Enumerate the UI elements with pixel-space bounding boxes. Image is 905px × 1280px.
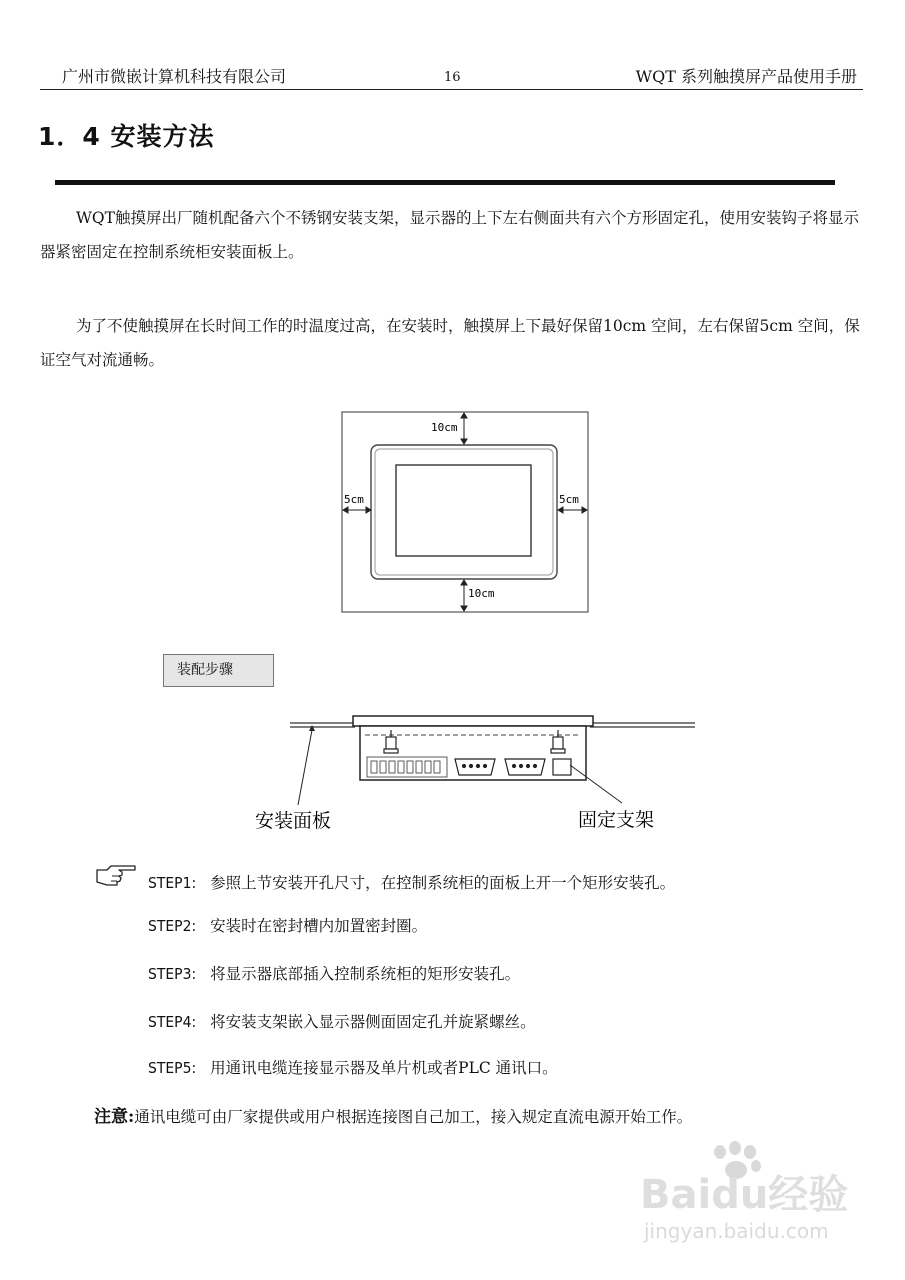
baidu-watermark-logo	[640, 1140, 870, 1245]
step-2	[148, 914, 427, 936]
pointing-hand-icon	[95, 862, 139, 888]
bracket-leader-line	[570, 765, 622, 803]
power-terminal	[553, 759, 571, 775]
serial-port-1	[455, 759, 495, 775]
assembly-diagram	[240, 685, 700, 845]
watermark-url: jingyan.baidu.com	[644, 1219, 829, 1243]
screen-flange	[353, 716, 593, 726]
top-clearance-label: 10cm	[431, 421, 458, 434]
terminal-block	[367, 757, 447, 777]
watermark-brand: Baidu经验	[640, 1172, 849, 1218]
serial-port-2	[505, 759, 545, 775]
header-manual-title: WQT 系列触摸屏产品使用手册	[635, 67, 857, 86]
step-text: 安装时在密封槽内加置密封圈。	[210, 917, 428, 935]
paragraph-clearance	[40, 309, 863, 377]
page-number: 16	[444, 70, 461, 85]
panel-leader-arrowhead	[309, 725, 315, 731]
step-text: 将显示器底部插入控制系统柜的矩形安装孔。	[210, 965, 521, 983]
bracket-label: 固定支架	[578, 809, 655, 831]
right-clearance-label: 5cm	[559, 493, 579, 506]
clearance-diagram	[341, 411, 589, 613]
panel-leader-line	[298, 730, 312, 805]
note	[94, 1102, 692, 1127]
panel-label: 安装面板	[255, 810, 332, 832]
step-1	[148, 871, 675, 893]
title-divider	[55, 180, 835, 185]
paragraph-text: 为了不使触摸屏在长时间工作的时温度过高，在安装时，触摸屏上下最好保留10cm 空间，左右保留5cm 空间，保证空气对流通畅。	[40, 317, 860, 369]
assembly-steps-label: 装配步骤	[163, 654, 274, 687]
step-3	[148, 962, 520, 984]
bottom-clearance-label: 10cm	[468, 587, 495, 600]
step-5	[148, 1056, 558, 1078]
step-label: STEP2:	[148, 917, 197, 935]
header-company: 广州市微嵌计算机科技有限公司	[62, 67, 287, 86]
step-text: 参照上节安装开孔尺寸，在控制系统柜的面板上开一个矩形安装孔。	[210, 874, 676, 892]
step-text: 用通讯电缆连接显示器及单片机或者PLC 通讯口。	[210, 1059, 558, 1077]
display-area	[396, 465, 531, 556]
step-label: STEP3:	[148, 965, 197, 983]
note-text: 通讯电缆可由厂家提供或用户根据连接图自己加工，接入规定直流电源开始工作。	[134, 1108, 693, 1126]
step-label: STEP4:	[148, 1013, 197, 1031]
header-divider	[40, 89, 863, 90]
step-text: 将安装支架嵌入显示器侧面固定孔并旋紧螺丝。	[210, 1013, 536, 1031]
step-4	[148, 1010, 536, 1032]
paragraph-brackets	[40, 201, 863, 269]
section-title: 1．4 安装方法	[38, 122, 215, 151]
step-label: STEP5:	[148, 1059, 197, 1077]
paragraph-text: WQT触摸屏出厂随机配备六个不锈钢安装支架，显示器的上下左右侧面共有六个方形固定孔，使用安装钩子将显示器紧密固定在控制系统柜安装面板上。	[40, 209, 859, 261]
note-label: 注意:	[94, 1107, 135, 1127]
left-clearance-label: 5cm	[344, 493, 364, 506]
step-label: STEP1:	[148, 874, 197, 892]
